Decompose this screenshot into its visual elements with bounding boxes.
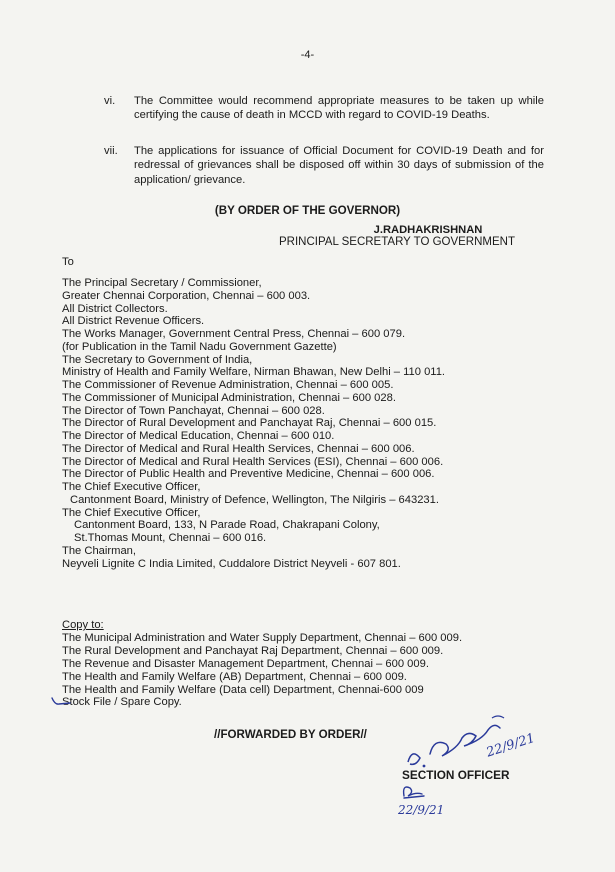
addressee-line: St.Thomas Mount, Chennai – 600 016.	[74, 532, 267, 544]
addressee-line: Neyveli Lignite C India Limited, Cuddalore District Neyveli - 607 801.	[62, 557, 401, 570]
addressee-line: Ministry of Health and Family Welfare, Nirman Bhawan, New Delhi – 110 011.	[62, 366, 446, 379]
addressee-line: The Director of Medical and Rural Health Services (ESI), Chennai – 600 006.	[62, 455, 444, 468]
item-number: vii.	[104, 145, 118, 157]
handwritten-signature-icon	[402, 708, 542, 774]
list-item-vi	[104, 94, 544, 123]
handwritten-initials-icon	[396, 782, 466, 820]
addressee-line: The Commissioner of Municipal Administration, Chennai – 600 028.	[62, 391, 396, 404]
handwritten-tick-icon	[50, 694, 72, 708]
addressee-line: The Secretary to Government of India,	[62, 353, 253, 366]
addressee-line: The Principal Secretary / Commissioner,	[62, 277, 262, 289]
addressee-line: All District Revenue Officers.	[62, 315, 205, 328]
order-line: (BY ORDER OF THE GOVERNOR)	[214, 204, 401, 217]
copy-to-section	[62, 619, 562, 709]
addressee-line: The Director of Rural Development and Panchayat Raj, Chennai – 600 015.	[62, 417, 437, 430]
copy-to-line: The Municipal Administration and Water Supply Department, Chennai – 600 009.	[62, 631, 463, 644]
copy-to-line: Stock File / Spare Copy.	[62, 696, 182, 709]
signature-date: 22/9/21	[484, 730, 537, 761]
copy-to-line: The Health and Family Welfare (AB) Department, Chennai – 600 009.	[62, 670, 407, 683]
signatory-title: PRINCIPAL SECRETARY TO GOVERNMENT	[278, 236, 515, 248]
addressee-line: The Director of Medical and Rural Health Services, Chennai – 600 006.	[62, 442, 415, 455]
copy-to-line: The Rural Development and Panchayat Raj Department, Chennai – 600 009.	[62, 644, 444, 657]
addressee-line: The Director of Public Health and Preventive Medicine, Chennai – 600 006.	[62, 468, 435, 481]
section-officer-label: SECTION OFFICER	[402, 768, 510, 782]
copy-to-line: The Revenue and Disaster Management Department, Chennai – 600 009.	[62, 657, 429, 670]
addressee-line: The Chief Executive Officer,	[62, 481, 201, 493]
addressee-line: Cantonment Board, 133, N Parade Road, Chakrapani Colony,	[74, 519, 380, 532]
forwarded-by-order: //FORWARDED BY ORDER//	[214, 728, 367, 741]
signatory-name: J.RADHAKRISHNAN	[373, 224, 483, 236]
copy-to-label: Copy to:	[62, 619, 104, 631]
addressee-line: The Director of Medical Education, Chennai – 600 010.	[62, 430, 335, 442]
addressee-line: The Chief Executive Officer,	[62, 506, 201, 519]
item-text: The Committee would recommend appropriate measures to be taken up while certifying the cause of death in MCCD with regard to COVID-19 Deaths.	[134, 95, 544, 122]
addressee-line: Greater Chennai Corporation, Chennai – 600 003.	[62, 289, 311, 302]
addressee-line: The Works Manager, Government Central Press, Chennai – 600 079.	[62, 328, 406, 340]
item-text: The applications for issuance of Official Document for COVID-19 Death and for redressal of grievances shall be disposed off within 30 days of submission of the application/ grievance.	[134, 145, 544, 186]
addressee-line: Cantonment Board, Ministry of Defence, Wellington, The Nilgiris – 643231.	[70, 493, 439, 506]
initials-date: 22/9/21	[398, 803, 445, 817]
copy-to-line: The Health and Family Welfare (Data cell) Department, Chennai-600 009	[62, 683, 424, 696]
addressee-line: The Director of Town Panchayat, Chennai – 600 028.	[62, 404, 325, 417]
item-number: vi.	[104, 95, 116, 107]
page-number: -4-	[300, 49, 315, 61]
addressee-line: All District Collectors.	[62, 302, 168, 315]
addressee-list	[62, 277, 562, 570]
list-item-vii	[104, 144, 544, 187]
addressee-line: (for Publication in the Tamil Nadu Government Gazette)	[62, 340, 337, 353]
addressee-line: The Commissioner of Revenue Administration, Chennai – 600 005.	[62, 379, 394, 391]
to-label: To	[62, 256, 74, 268]
addressee-line: The Chairman,	[62, 544, 136, 557]
